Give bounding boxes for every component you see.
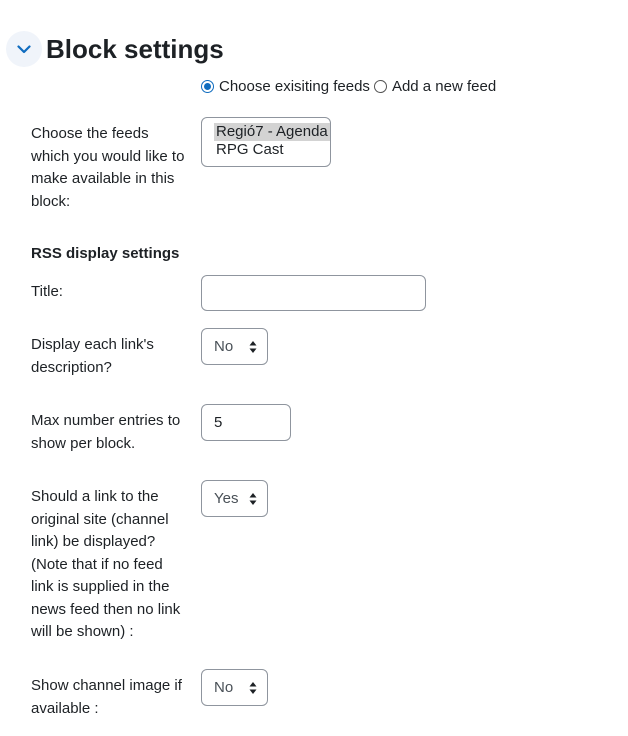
description-label: Display each link's description? [31,336,154,376]
collapse-button[interactable] [6,31,42,67]
chevron-down-icon [17,45,31,54]
radio-unchecked-icon[interactable] [374,80,387,93]
feed-mode-radio-group [201,78,500,95]
channel-image-select[interactable] [201,669,268,706]
description-select[interactable] [201,328,268,365]
choose-existing-feeds-label: Choose exisiting feeds [219,78,370,95]
add-new-feed-label: Add a new feed [391,78,497,95]
channel-link-label: Should a link to the original site (channel link) be displayed? (Note that if no feed link is supplied in the news feed then no link will be shown) : [31,488,181,640]
select-caret-icon [249,492,257,506]
radio-checked-icon[interactable] [201,80,214,93]
max-entries-input[interactable]: 5 [201,404,291,441]
page-title: Block settings [46,34,224,64]
select-caret-icon [249,681,257,695]
feed-option-rpg-cast[interactable]: RPG Cast [216,141,284,158]
select-caret-icon [249,340,257,354]
feed-option-regio7[interactable]: Regió7 - Agenda [214,123,330,141]
add-new-feed-option[interactable] [374,78,496,95]
choose-existing-feeds-option[interactable] [201,78,370,95]
block-settings-header [6,31,224,67]
channel-image-label: Show channel image if available : [31,677,182,717]
title-label: Title: [31,283,63,300]
title-input[interactable] [201,275,426,311]
feeds-label: Choose the feeds which you would like to make available in this block: [31,125,185,210]
rss-display-settings-heading: RSS display settings [31,245,180,262]
channel-link-select-value: Yes [214,490,239,507]
max-entries-label: Max number entries to show per block. [31,412,181,452]
channel-image-select-value: No [214,679,234,696]
channel-link-select[interactable] [201,480,268,517]
feeds-listbox[interactable] [201,117,331,167]
description-select-value: No [214,338,234,355]
